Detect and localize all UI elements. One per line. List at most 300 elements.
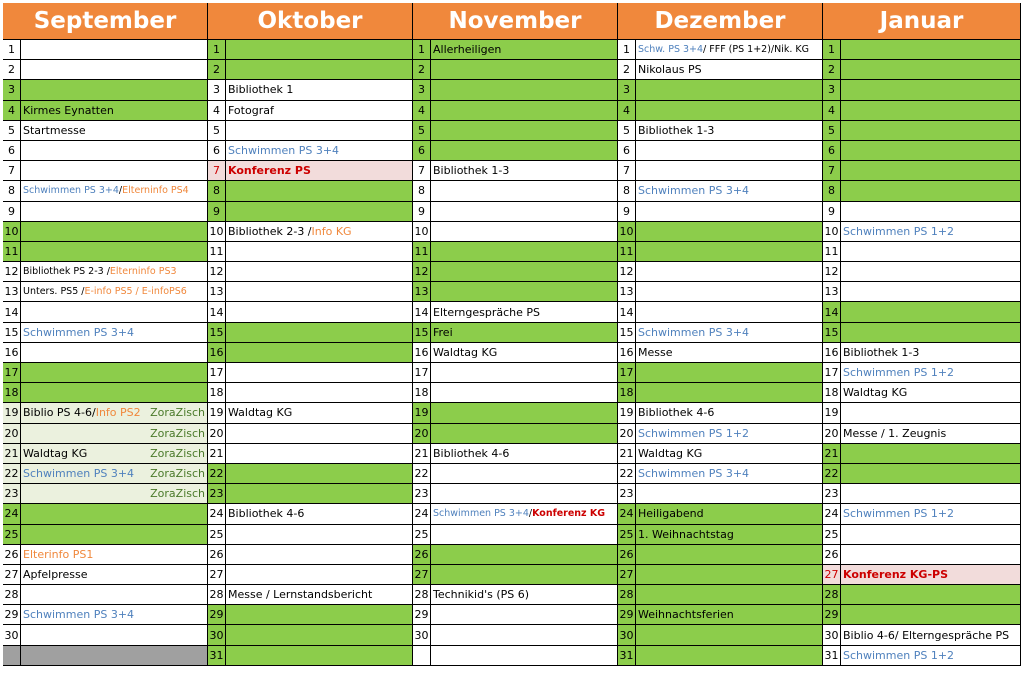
- day-event-cell[interactable]: [21, 625, 208, 644]
- day-event-cell[interactable]: [636, 40, 823, 59]
- day-row[interactable]: [823, 202, 1021, 222]
- day-event-cell[interactable]: [226, 363, 413, 382]
- day-event-cell[interactable]: [636, 646, 823, 665]
- day-event-cell[interactable]: [21, 141, 208, 160]
- day-row[interactable]: [3, 80, 208, 100]
- day-event-cell[interactable]: [21, 585, 208, 604]
- day-event-cell[interactable]: [841, 141, 1021, 160]
- day-row[interactable]: [413, 625, 618, 645]
- day-event-cell[interactable]: [21, 262, 208, 281]
- day-row[interactable]: [823, 383, 1021, 403]
- day-row[interactable]: [823, 282, 1021, 302]
- day-event-cell[interactable]: [841, 484, 1021, 503]
- day-row[interactable]: [208, 504, 413, 524]
- day-event-cell[interactable]: [841, 161, 1021, 180]
- day-row[interactable]: [208, 202, 413, 222]
- day-row[interactable]: [823, 343, 1021, 363]
- day-row[interactable]: [3, 262, 208, 282]
- day-row[interactable]: [823, 181, 1021, 201]
- day-row[interactable]: [413, 464, 618, 484]
- day-row[interactable]: [823, 545, 1021, 565]
- day-event-cell[interactable]: [431, 202, 618, 221]
- day-event-cell[interactable]: [841, 444, 1021, 463]
- day-event-cell[interactable]: [226, 343, 413, 362]
- day-row[interactable]: [618, 464, 823, 484]
- day-event-cell[interactable]: [841, 282, 1021, 301]
- day-row[interactable]: [3, 403, 208, 423]
- day-row[interactable]: [618, 525, 823, 545]
- day-event-cell[interactable]: [636, 605, 823, 624]
- day-row[interactable]: [3, 343, 208, 363]
- day-event-cell[interactable]: [226, 323, 413, 342]
- day-row[interactable]: [3, 161, 208, 181]
- day-row[interactable]: [208, 464, 413, 484]
- day-row[interactable]: [3, 383, 208, 403]
- day-event-cell[interactable]: [226, 202, 413, 221]
- day-row[interactable]: [208, 646, 413, 666]
- day-row[interactable]: [208, 302, 413, 322]
- day-row[interactable]: [413, 403, 618, 423]
- day-event-cell[interactable]: [636, 222, 823, 241]
- day-event-cell[interactable]: [636, 60, 823, 79]
- day-event-cell[interactable]: [226, 403, 413, 422]
- day-row[interactable]: [208, 141, 413, 161]
- day-event-cell[interactable]: [841, 262, 1021, 281]
- day-event-cell[interactable]: [431, 40, 618, 59]
- day-row[interactable]: [208, 403, 413, 423]
- day-event-cell[interactable]: [431, 101, 618, 120]
- day-row[interactable]: [823, 585, 1021, 605]
- day-row[interactable]: [413, 585, 618, 605]
- day-event-cell[interactable]: [21, 403, 208, 422]
- day-row[interactable]: [618, 161, 823, 181]
- day-event-cell[interactable]: [21, 222, 208, 241]
- day-row[interactable]: [208, 101, 413, 121]
- day-row[interactable]: [823, 302, 1021, 322]
- day-row[interactable]: [3, 40, 208, 60]
- day-event-cell[interactable]: [431, 302, 618, 321]
- day-event-cell[interactable]: [431, 343, 618, 362]
- day-row[interactable]: [413, 262, 618, 282]
- day-event-cell[interactable]: [21, 181, 208, 200]
- day-event-cell[interactable]: [636, 323, 823, 342]
- day-row[interactable]: [618, 504, 823, 524]
- day-event-cell[interactable]: [841, 60, 1021, 79]
- day-row[interactable]: [413, 161, 618, 181]
- day-event-cell[interactable]: [226, 282, 413, 301]
- day-row[interactable]: [413, 222, 618, 242]
- day-row[interactable]: [3, 141, 208, 161]
- day-row[interactable]: [413, 363, 618, 383]
- day-event-cell[interactable]: [21, 383, 208, 402]
- day-row[interactable]: [413, 525, 618, 545]
- day-event-cell[interactable]: [841, 525, 1021, 544]
- day-event-cell[interactable]: [226, 222, 413, 241]
- day-event-cell[interactable]: [21, 242, 208, 261]
- day-event-cell[interactable]: [226, 262, 413, 281]
- day-row[interactable]: [618, 202, 823, 222]
- day-row[interactable]: [618, 222, 823, 242]
- day-row[interactable]: [208, 181, 413, 201]
- day-event-cell[interactable]: [21, 605, 208, 624]
- day-row[interactable]: [208, 525, 413, 545]
- day-row[interactable]: [618, 242, 823, 262]
- day-event-cell[interactable]: [431, 60, 618, 79]
- day-row[interactable]: [823, 242, 1021, 262]
- day-row[interactable]: [413, 282, 618, 302]
- day-event-cell[interactable]: [636, 121, 823, 140]
- day-event-cell[interactable]: [21, 282, 208, 301]
- day-row[interactable]: [3, 585, 208, 605]
- day-event-cell[interactable]: [21, 444, 208, 463]
- day-event-cell[interactable]: [636, 363, 823, 382]
- day-event-cell[interactable]: [636, 484, 823, 503]
- day-event-cell[interactable]: [636, 444, 823, 463]
- day-event-cell[interactable]: [226, 161, 413, 180]
- day-event-cell[interactable]: [431, 646, 618, 665]
- day-event-cell[interactable]: [226, 605, 413, 624]
- day-row[interactable]: [3, 121, 208, 141]
- day-row[interactable]: [823, 363, 1021, 383]
- day-row[interactable]: [618, 262, 823, 282]
- day-event-cell[interactable]: [431, 222, 618, 241]
- day-row[interactable]: [208, 60, 413, 80]
- day-row[interactable]: [823, 141, 1021, 161]
- day-row[interactable]: [3, 605, 208, 625]
- day-row[interactable]: [823, 525, 1021, 545]
- day-row[interactable]: [413, 242, 618, 262]
- day-row[interactable]: [618, 121, 823, 141]
- day-event-cell[interactable]: [636, 80, 823, 99]
- day-row[interactable]: [823, 222, 1021, 242]
- day-row[interactable]: [823, 646, 1021, 666]
- day-row[interactable]: [618, 80, 823, 100]
- day-event-cell[interactable]: [636, 262, 823, 281]
- day-event-cell[interactable]: [636, 625, 823, 644]
- day-row[interactable]: [823, 161, 1021, 181]
- day-event-cell[interactable]: [841, 222, 1021, 241]
- day-event-cell[interactable]: [431, 403, 618, 422]
- day-event-cell[interactable]: [636, 302, 823, 321]
- day-event-cell[interactable]: [431, 262, 618, 281]
- day-row[interactable]: [413, 383, 618, 403]
- day-event-cell[interactable]: [226, 525, 413, 544]
- day-row[interactable]: [618, 605, 823, 625]
- day-row[interactable]: [618, 181, 823, 201]
- day-event-cell[interactable]: [21, 161, 208, 180]
- day-row[interactable]: [3, 222, 208, 242]
- day-row[interactable]: [3, 545, 208, 565]
- day-row[interactable]: [3, 646, 208, 666]
- day-row[interactable]: [618, 625, 823, 645]
- day-event-cell[interactable]: [226, 464, 413, 483]
- day-event-cell[interactable]: [431, 181, 618, 200]
- day-event-cell[interactable]: [841, 80, 1021, 99]
- day-row[interactable]: [413, 424, 618, 444]
- day-event-cell[interactable]: [636, 161, 823, 180]
- day-event-cell[interactable]: [21, 545, 208, 564]
- day-event-cell[interactable]: [21, 504, 208, 523]
- day-event-cell[interactable]: [431, 383, 618, 402]
- day-event-cell[interactable]: [21, 40, 208, 59]
- day-row[interactable]: [3, 424, 208, 444]
- day-event-cell[interactable]: [841, 343, 1021, 362]
- day-event-cell[interactable]: [431, 363, 618, 382]
- day-row[interactable]: [208, 343, 413, 363]
- day-row[interactable]: [618, 383, 823, 403]
- day-event-cell[interactable]: [226, 545, 413, 564]
- day-row[interactable]: [413, 40, 618, 60]
- day-event-cell[interactable]: [841, 202, 1021, 221]
- day-event-cell[interactable]: [636, 585, 823, 604]
- day-row[interactable]: [413, 323, 618, 343]
- day-row[interactable]: [3, 181, 208, 201]
- day-event-cell[interactable]: [226, 646, 413, 665]
- day-event-cell[interactable]: [431, 585, 618, 604]
- day-row[interactable]: [413, 545, 618, 565]
- day-event-cell[interactable]: [636, 101, 823, 120]
- day-row[interactable]: [413, 444, 618, 464]
- day-event-cell[interactable]: [841, 585, 1021, 604]
- day-row[interactable]: [823, 424, 1021, 444]
- day-row[interactable]: [618, 343, 823, 363]
- day-row[interactable]: [823, 121, 1021, 141]
- day-row[interactable]: [823, 403, 1021, 423]
- day-event-cell[interactable]: [431, 424, 618, 443]
- day-event-cell[interactable]: [21, 484, 208, 503]
- day-row[interactable]: [3, 444, 208, 464]
- day-event-cell[interactable]: [636, 242, 823, 261]
- day-row[interactable]: [208, 121, 413, 141]
- day-event-cell[interactable]: [841, 40, 1021, 59]
- day-event-cell[interactable]: [21, 363, 208, 382]
- day-event-cell[interactable]: [226, 585, 413, 604]
- day-row[interactable]: [3, 60, 208, 80]
- day-event-cell[interactable]: [636, 282, 823, 301]
- day-event-cell[interactable]: [431, 565, 618, 584]
- day-event-cell[interactable]: [636, 202, 823, 221]
- day-event-cell[interactable]: [636, 181, 823, 200]
- day-event-cell[interactable]: [841, 424, 1021, 443]
- day-row[interactable]: [3, 484, 208, 504]
- day-event-cell[interactable]: [841, 302, 1021, 321]
- day-event-cell[interactable]: [841, 504, 1021, 523]
- day-event-cell[interactable]: [431, 80, 618, 99]
- day-event-cell[interactable]: [636, 545, 823, 564]
- day-row[interactable]: [208, 585, 413, 605]
- day-row[interactable]: [413, 60, 618, 80]
- day-row[interactable]: [618, 101, 823, 121]
- day-event-cell[interactable]: [226, 60, 413, 79]
- day-event-cell[interactable]: [226, 302, 413, 321]
- day-row[interactable]: [823, 625, 1021, 645]
- day-row[interactable]: [3, 363, 208, 383]
- day-row[interactable]: [618, 323, 823, 343]
- day-event-cell[interactable]: [636, 343, 823, 362]
- day-event-cell[interactable]: [226, 625, 413, 644]
- day-row[interactable]: [3, 323, 208, 343]
- day-row[interactable]: [208, 40, 413, 60]
- day-event-cell[interactable]: [431, 323, 618, 342]
- day-row[interactable]: [413, 565, 618, 585]
- day-event-cell[interactable]: [226, 504, 413, 523]
- day-row[interactable]: [208, 323, 413, 343]
- day-row[interactable]: [208, 242, 413, 262]
- day-row[interactable]: [3, 202, 208, 222]
- day-event-cell[interactable]: [841, 464, 1021, 483]
- day-row[interactable]: [823, 40, 1021, 60]
- day-event-cell[interactable]: [841, 625, 1021, 644]
- day-row[interactable]: [3, 504, 208, 524]
- day-event-cell[interactable]: [431, 545, 618, 564]
- day-event-cell[interactable]: [226, 424, 413, 443]
- day-event-cell[interactable]: [841, 181, 1021, 200]
- day-row[interactable]: [3, 302, 208, 322]
- day-row[interactable]: [208, 424, 413, 444]
- day-event-cell[interactable]: [21, 646, 208, 665]
- day-event-cell[interactable]: [431, 161, 618, 180]
- day-event-cell[interactable]: [431, 605, 618, 624]
- day-row[interactable]: [618, 585, 823, 605]
- day-event-cell[interactable]: [841, 323, 1021, 342]
- day-event-cell[interactable]: [431, 484, 618, 503]
- day-event-cell[interactable]: [21, 202, 208, 221]
- day-event-cell[interactable]: [431, 141, 618, 160]
- day-row[interactable]: [618, 484, 823, 504]
- day-event-cell[interactable]: [21, 424, 208, 443]
- day-event-cell[interactable]: [431, 625, 618, 644]
- day-event-cell[interactable]: [636, 141, 823, 160]
- day-row[interactable]: [413, 484, 618, 504]
- day-row[interactable]: [823, 484, 1021, 504]
- day-event-cell[interactable]: [636, 383, 823, 402]
- day-event-cell[interactable]: [431, 504, 618, 523]
- day-row[interactable]: [618, 40, 823, 60]
- day-row[interactable]: [618, 363, 823, 383]
- day-event-cell[interactable]: [841, 545, 1021, 564]
- day-event-cell[interactable]: [21, 60, 208, 79]
- day-row[interactable]: [3, 565, 208, 585]
- day-row[interactable]: [208, 161, 413, 181]
- day-event-cell[interactable]: [841, 242, 1021, 261]
- day-event-cell[interactable]: [21, 121, 208, 140]
- day-row[interactable]: [3, 525, 208, 545]
- day-row[interactable]: [618, 646, 823, 666]
- day-event-cell[interactable]: [431, 121, 618, 140]
- day-row[interactable]: [413, 202, 618, 222]
- day-row[interactable]: [413, 646, 618, 666]
- day-event-cell[interactable]: [841, 121, 1021, 140]
- day-event-cell[interactable]: [21, 101, 208, 120]
- day-row[interactable]: [823, 101, 1021, 121]
- day-row[interactable]: [823, 605, 1021, 625]
- day-event-cell[interactable]: [636, 504, 823, 523]
- day-event-cell[interactable]: [21, 323, 208, 342]
- day-row[interactable]: [208, 605, 413, 625]
- day-event-cell[interactable]: [21, 80, 208, 99]
- day-row[interactable]: [208, 363, 413, 383]
- day-event-cell[interactable]: [841, 646, 1021, 665]
- day-row[interactable]: [413, 181, 618, 201]
- day-row[interactable]: [208, 484, 413, 504]
- day-row[interactable]: [618, 565, 823, 585]
- day-row[interactable]: [413, 504, 618, 524]
- day-row[interactable]: [208, 625, 413, 645]
- day-event-cell[interactable]: [226, 141, 413, 160]
- day-event-cell[interactable]: [636, 525, 823, 544]
- day-event-cell[interactable]: [21, 302, 208, 321]
- day-event-cell[interactable]: [226, 383, 413, 402]
- day-row[interactable]: [3, 242, 208, 262]
- day-row[interactable]: [208, 545, 413, 565]
- day-row[interactable]: [413, 101, 618, 121]
- day-row[interactable]: [413, 302, 618, 322]
- day-event-cell[interactable]: [226, 484, 413, 503]
- day-row[interactable]: [618, 141, 823, 161]
- day-event-cell[interactable]: [21, 565, 208, 584]
- day-event-cell[interactable]: [636, 464, 823, 483]
- day-event-cell[interactable]: [841, 363, 1021, 382]
- day-row[interactable]: [823, 464, 1021, 484]
- day-event-cell[interactable]: [431, 464, 618, 483]
- day-row[interactable]: [3, 464, 208, 484]
- day-event-cell[interactable]: [226, 40, 413, 59]
- day-event-cell[interactable]: [841, 605, 1021, 624]
- day-event-cell[interactable]: [431, 242, 618, 261]
- day-row[interactable]: [208, 444, 413, 464]
- day-row[interactable]: [208, 383, 413, 403]
- day-event-cell[interactable]: [636, 424, 823, 443]
- day-event-cell[interactable]: [431, 444, 618, 463]
- day-event-cell[interactable]: [226, 80, 413, 99]
- day-row[interactable]: [413, 141, 618, 161]
- day-event-cell[interactable]: [21, 525, 208, 544]
- day-event-cell[interactable]: [226, 565, 413, 584]
- day-row[interactable]: [618, 444, 823, 464]
- day-event-cell[interactable]: [431, 525, 618, 544]
- day-row[interactable]: [208, 282, 413, 302]
- day-row[interactable]: [413, 343, 618, 363]
- day-event-cell[interactable]: [841, 101, 1021, 120]
- day-row[interactable]: [823, 504, 1021, 524]
- day-event-cell[interactable]: [636, 403, 823, 422]
- day-row[interactable]: [823, 60, 1021, 80]
- day-row[interactable]: [208, 262, 413, 282]
- day-row[interactable]: [3, 282, 208, 302]
- day-row[interactable]: [208, 222, 413, 242]
- day-row[interactable]: [3, 625, 208, 645]
- day-event-cell[interactable]: [841, 565, 1021, 584]
- day-event-cell[interactable]: [21, 464, 208, 483]
- day-row[interactable]: [618, 424, 823, 444]
- day-event-cell[interactable]: [636, 565, 823, 584]
- day-row[interactable]: [618, 282, 823, 302]
- day-row[interactable]: [413, 121, 618, 141]
- day-row[interactable]: [823, 323, 1021, 343]
- day-row[interactable]: [823, 262, 1021, 282]
- day-event-cell[interactable]: [226, 101, 413, 120]
- day-event-cell[interactable]: [226, 181, 413, 200]
- day-row[interactable]: [618, 545, 823, 565]
- day-row[interactable]: [208, 80, 413, 100]
- day-row[interactable]: [823, 565, 1021, 585]
- day-event-cell[interactable]: [226, 444, 413, 463]
- day-row[interactable]: [618, 302, 823, 322]
- day-event-cell[interactable]: [226, 242, 413, 261]
- day-row[interactable]: [413, 80, 618, 100]
- day-row[interactable]: [823, 80, 1021, 100]
- day-event-cell[interactable]: [226, 121, 413, 140]
